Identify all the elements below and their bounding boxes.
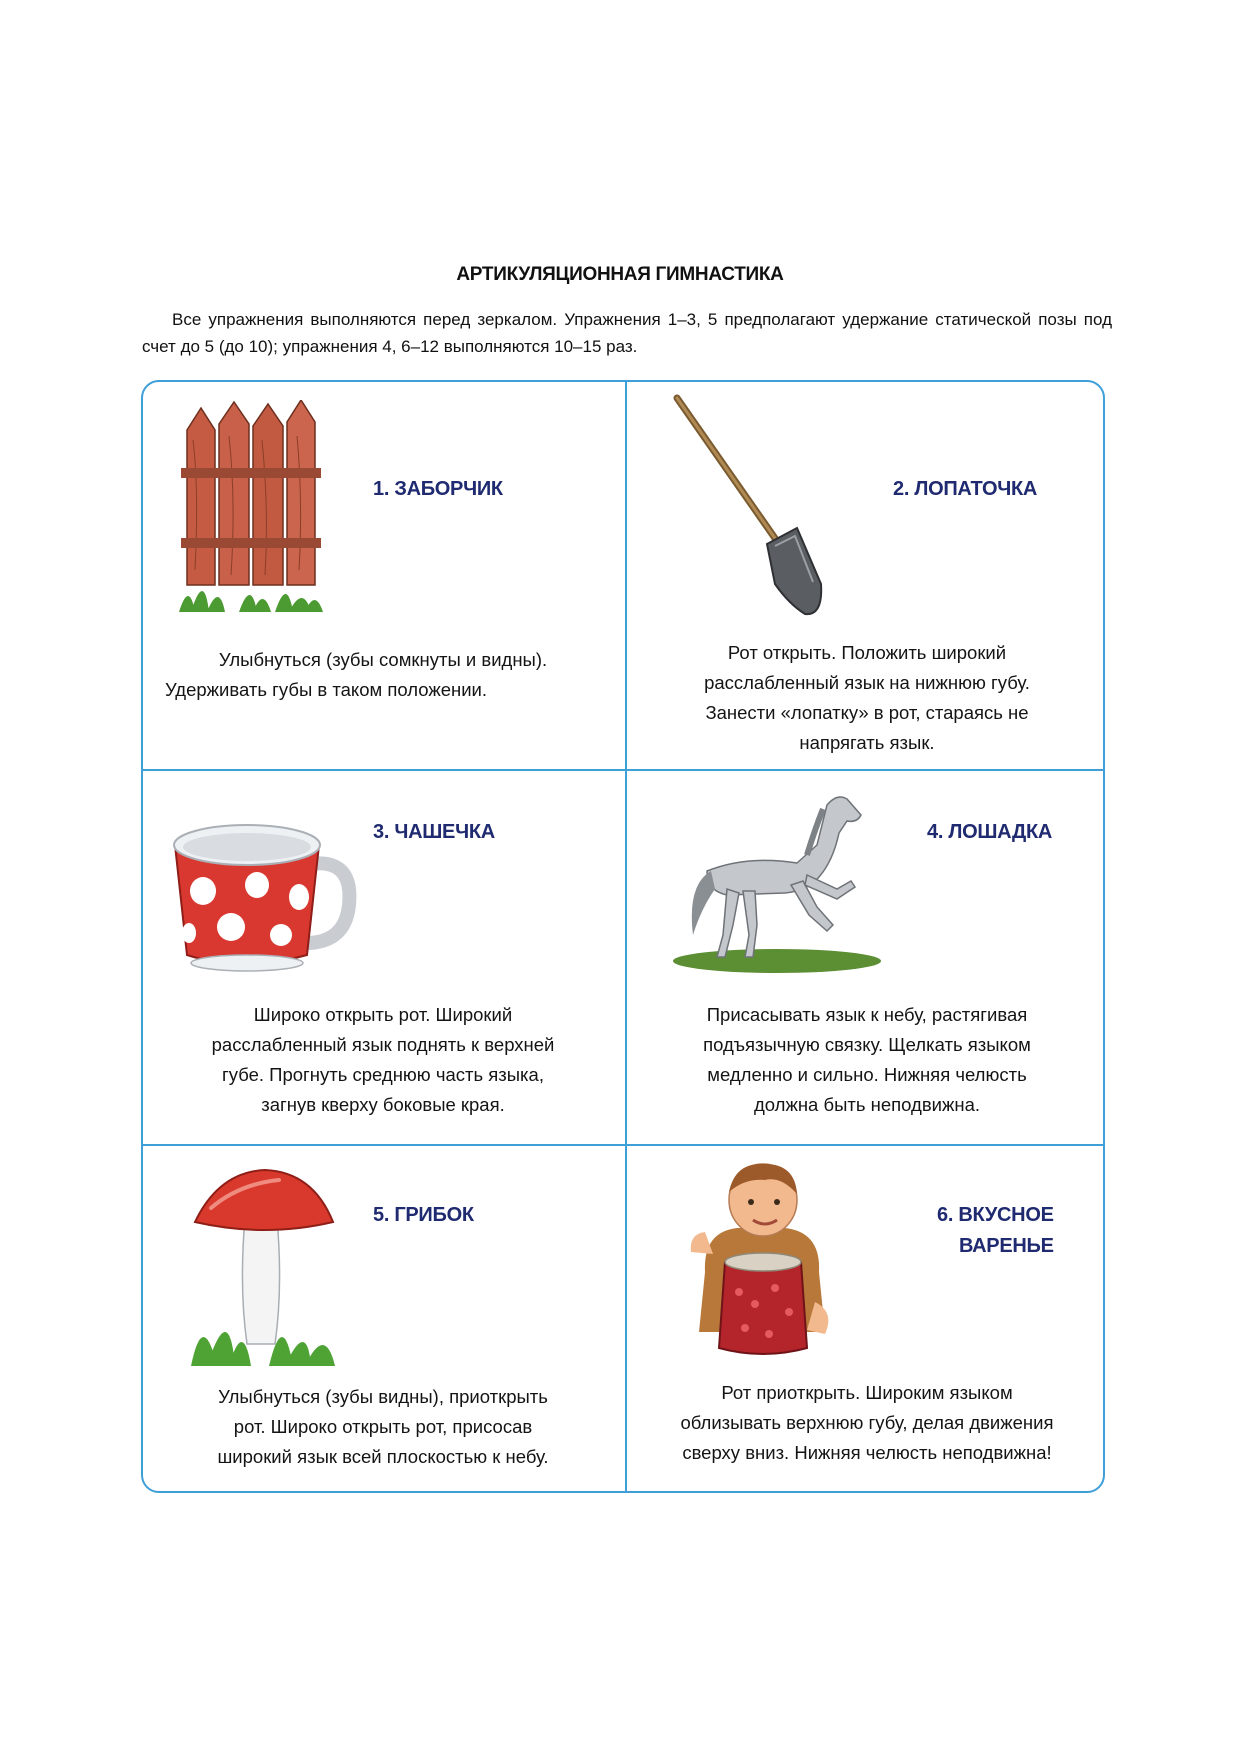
exercise-description-3 (153, 1000, 613, 1120)
fence-icon (179, 400, 324, 615)
exercise-heading-1: 1. ЗАБОРЧИК (373, 478, 503, 500)
description-line: Рот приоткрыть. Широким языком (721, 1382, 1013, 1403)
description-line: сверху вниз. Нижняя челюсть неподвижна! (682, 1442, 1052, 1463)
description-line: облизывать верхнюю губу, делая движения (680, 1412, 1054, 1433)
description-line: напрягать язык. (799, 732, 935, 753)
description-line: расслабленный язык поднять к верхней (211, 1034, 555, 1055)
exercise-card-3 (143, 771, 623, 1144)
exercise-description-1 (153, 645, 613, 705)
description-line: загнув кверху боковые края. (261, 1094, 505, 1115)
description-line: Занести «лопатку» в рот, стараясь не (705, 702, 1029, 723)
exercise-card-2 (627, 382, 1107, 769)
heading-line: 6. ВКУСНОЕ (937, 1204, 1054, 1226)
exercise-heading-2: 2. ЛОПАТОЧКА (893, 478, 1038, 500)
intro-text: Все упражнения выполняются перед зеркалом. Упражнения 1–3, 5 предполагают удержание статической позы под счет до 5 (до 10); упражнения 4, 6–12 выполняются 10–15 раз. (142, 310, 1112, 356)
page-title: АРТИКУЛЯЦИОННАЯ ГИМНАСТИКА (456, 264, 784, 285)
exercise-card-1 (143, 382, 623, 769)
exercise-description-5 (153, 1382, 613, 1472)
description-line: расслабленный язык на нижнюю губу. (704, 672, 1030, 693)
intro-paragraph (142, 306, 1112, 360)
description-line: Рот открыть. Положить широкий (727, 642, 1007, 663)
description-line: Широко открыть рот. Широкий (253, 1004, 513, 1025)
description-line: подъязычную связку. Щелкать языком (703, 1034, 1031, 1055)
exercise-description-4 (637, 1000, 1097, 1120)
cup-icon (169, 815, 359, 975)
description-line: Улыбнуться (зубы сомкнуты и видны). (218, 649, 548, 670)
description-line: губе. Прогнуть среднюю часть языка, (222, 1064, 544, 1085)
heading-line: ВАРЕНЬЕ (958, 1235, 1054, 1257)
description-line: Улыбнуться (зубы видны), приоткрыть (218, 1386, 548, 1407)
description-line: широкий язык всей плоскостью к небу. (217, 1446, 549, 1467)
exercise-heading-5: 5. ГРИБОК (373, 1204, 474, 1226)
exercise-board (141, 380, 1105, 1493)
exercise-description-2 (637, 638, 1097, 758)
child-with-jam-icon (685, 1162, 835, 1357)
mushroom-icon (189, 1168, 339, 1368)
exercise-description-6 (637, 1378, 1097, 1468)
horse-icon (667, 785, 887, 975)
exercise-heading-4: 4. ЛОШАДКА (927, 821, 1053, 843)
description-line: Присасывать язык к небу, растягивая (706, 1004, 1028, 1025)
description-line: должна быть неподвижна. (753, 1094, 981, 1115)
exercise-heading-3: 3. ЧАШЕЧКА (373, 821, 495, 843)
description-line: Удерживать губы в таком положении. (165, 679, 488, 700)
exercise-card-4 (627, 771, 1107, 1144)
description-line: медленно и сильно. Нижняя челюсть (707, 1064, 1027, 1085)
exercise-card-5 (143, 1146, 623, 1491)
description-line: рот. Широко открыть рот, присосав (233, 1416, 533, 1437)
shovel-icon (671, 394, 831, 624)
exercise-card-6 (627, 1146, 1107, 1491)
exercise-heading-6 (937, 1200, 1054, 1262)
